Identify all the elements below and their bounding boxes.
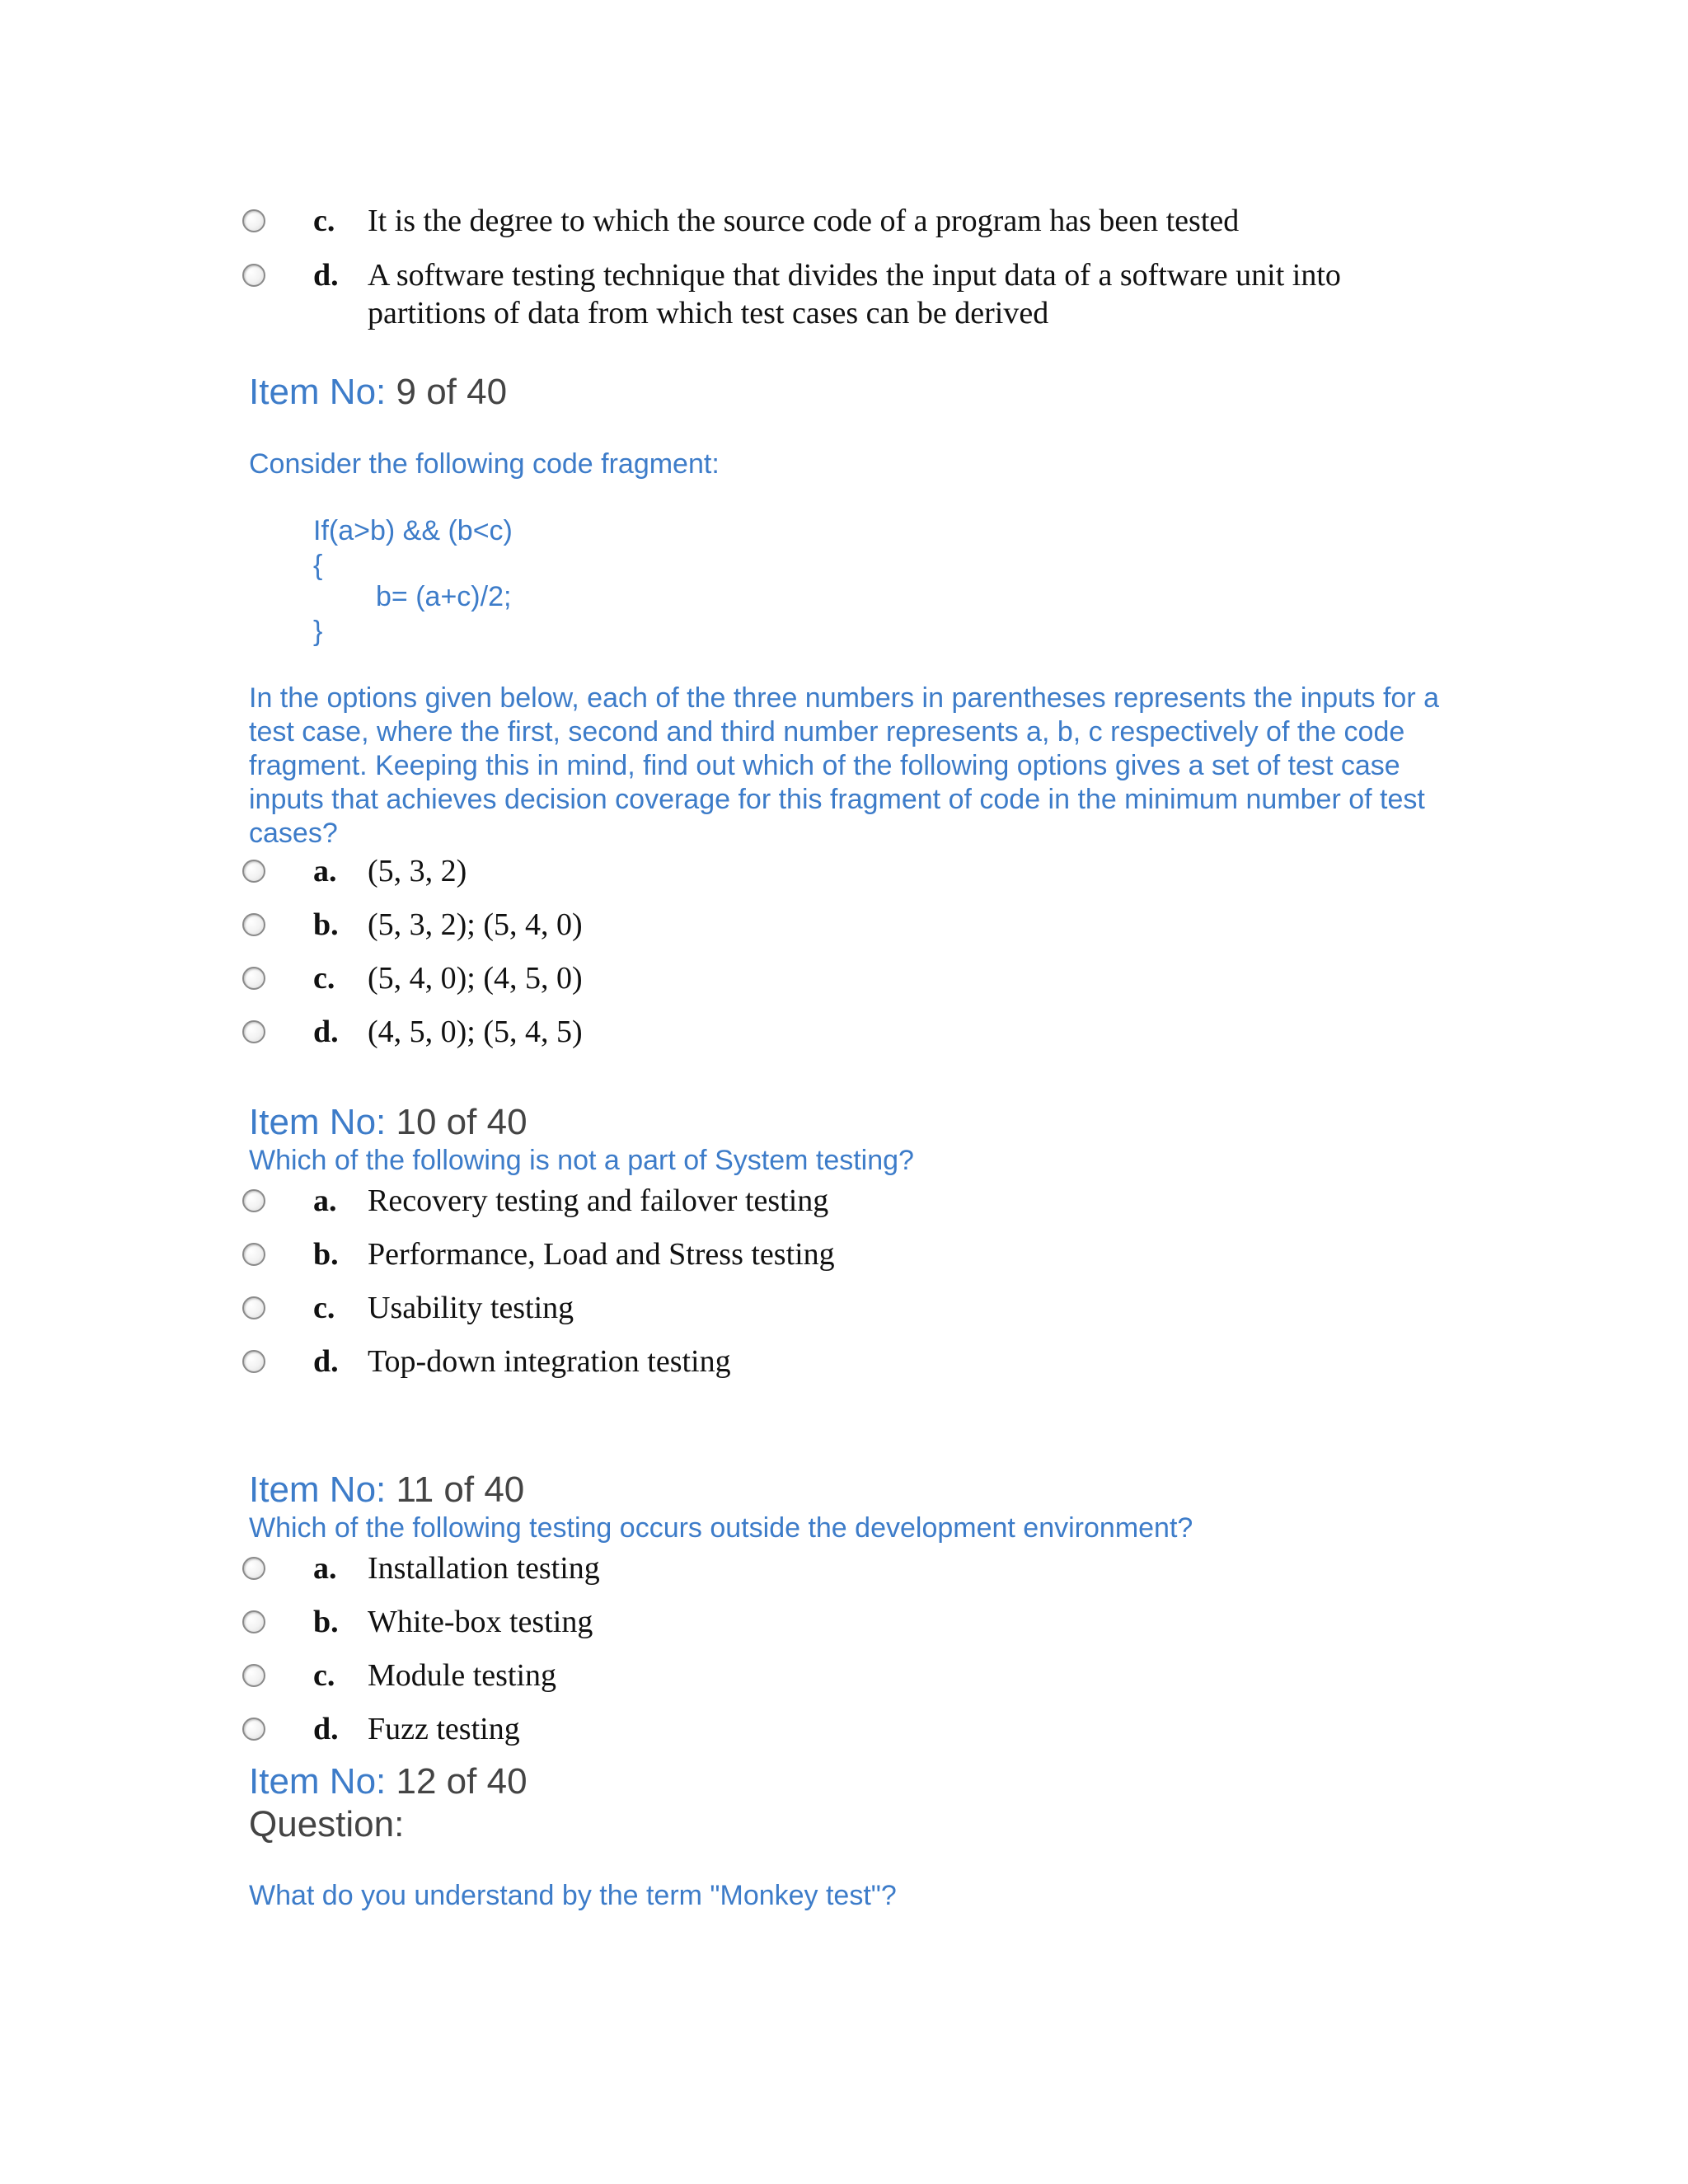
item-count: 10 of 40 xyxy=(396,1102,528,1142)
radio-button-item10-d[interactable] xyxy=(242,1350,265,1373)
option-letter: d. xyxy=(313,1015,339,1049)
item-label: Item No: xyxy=(249,372,387,412)
question-text: In the options given below, each of the three numbers in parentheses represents the inputs for a test case, where the first, second and third number represents a, b, c respectively of the code fragment. Keeping this in mind, find out which of the following options gives a set of test case inputs that achieves decision coverage for this fragment of code in the minimum number of test cases? xyxy=(249,682,1440,849)
radio-button-item11-c[interactable] xyxy=(242,1664,265,1687)
option-text: (5, 3, 2); (5, 4, 0) xyxy=(368,907,583,942)
radio-button-item9-a[interactable] xyxy=(242,860,265,883)
item-label: Item No: xyxy=(249,1469,387,1510)
item-number-heading xyxy=(249,1760,528,1803)
code-line: b= (a+c)/2; xyxy=(376,581,512,612)
radio-button-item10-b[interactable] xyxy=(242,1243,265,1266)
option-text: White-box testing xyxy=(368,1605,593,1639)
radio-button-item8-d[interactable] xyxy=(242,264,265,287)
radio-button-item11-b[interactable] xyxy=(242,1610,265,1633)
option-text: A software testing technique that divides the input data of a software unit into partitions of data from which test cases can be derived xyxy=(368,258,1341,330)
radio-button-item11-a[interactable] xyxy=(242,1557,265,1580)
option-text: It is the degree to which the source code of a program has been tested xyxy=(368,204,1240,238)
option-text: Fuzz testing xyxy=(368,1712,520,1746)
question-text: What do you understand by the term "Monkey test"? xyxy=(249,1880,897,1911)
option-letter: d. xyxy=(313,1712,339,1746)
option-text: Installation testing xyxy=(368,1551,600,1586)
question-text: Which of the following is not a part of System testing? xyxy=(249,1145,914,1176)
option-letter: b. xyxy=(313,1605,339,1639)
item-count: 11 of 40 xyxy=(396,1469,525,1510)
item-number-heading xyxy=(249,1101,528,1144)
code-line: If(a>b) && (b<c) xyxy=(313,515,513,546)
option-letter: b. xyxy=(313,1237,339,1272)
option-text: Top-down integration testing xyxy=(368,1344,731,1379)
code-line: } xyxy=(313,616,323,647)
option-text: Module testing xyxy=(368,1658,557,1693)
item-count: 12 of 40 xyxy=(396,1761,528,1802)
option-letter: a. xyxy=(313,854,337,888)
radio-button-item10-c[interactable] xyxy=(242,1296,265,1319)
option-text: (5, 4, 0); (4, 5, 0) xyxy=(368,961,583,996)
option-text: (4, 5, 0); (5, 4, 5) xyxy=(368,1015,583,1049)
radio-button-item8-c[interactable] xyxy=(242,209,265,232)
option-letter: a. xyxy=(313,1551,337,1586)
radio-button-item11-d[interactable] xyxy=(242,1718,265,1741)
option-letter: c. xyxy=(313,1291,335,1325)
code-line: { xyxy=(313,550,323,581)
option-letter: c. xyxy=(313,1658,335,1693)
item-number-heading xyxy=(249,371,507,414)
item-label: Item No: xyxy=(249,1102,387,1142)
option-text: Usability testing xyxy=(368,1291,574,1325)
option-letter: d. xyxy=(313,1344,339,1379)
option-letter: c. xyxy=(313,961,335,996)
radio-button-item9-d[interactable] xyxy=(242,1020,265,1043)
question-heading: Question: xyxy=(249,1804,405,1844)
option-text: Recovery testing and failover testing xyxy=(368,1183,829,1218)
item-count: 9 of 40 xyxy=(396,372,508,412)
option-letter: b. xyxy=(313,907,339,942)
question-text: Which of the following testing occurs outside the development environment? xyxy=(249,1512,1193,1544)
radio-button-item10-a[interactable] xyxy=(242,1189,265,1212)
option-letter: d. xyxy=(313,258,339,293)
radio-button-item9-b[interactable] xyxy=(242,913,265,936)
item-number-heading xyxy=(249,1469,524,1511)
option-letter: a. xyxy=(313,1183,337,1218)
option-letter: c. xyxy=(313,204,335,238)
radio-button-item9-c[interactable] xyxy=(242,967,265,990)
option-text: (5, 3, 2) xyxy=(368,854,467,888)
item-label: Item No: xyxy=(249,1761,387,1802)
option-text: Performance, Load and Stress testing xyxy=(368,1237,835,1272)
question-intro: Consider the following code fragment: xyxy=(249,448,720,480)
